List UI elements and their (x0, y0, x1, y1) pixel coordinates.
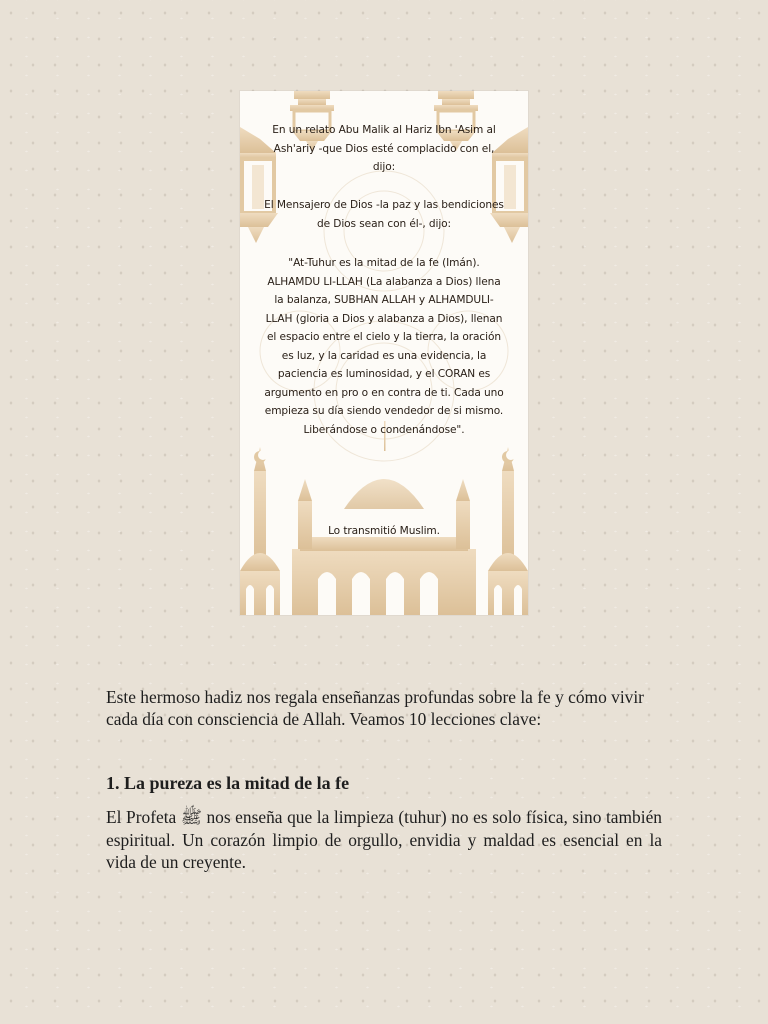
intro-paragraph: Este hermoso hadiz nos regala enseñanzas profundas sobre la fe y cómo vivir cada día con consciencia de Allah. Veamos 10 lecciones clave: (106, 687, 644, 729)
hadith-prophet-text: El Mensajero de Dios -la paz y las bendiciones de Dios sean con él-, dijo: (264, 199, 504, 230)
hadith-image-card (240, 91, 528, 615)
mosque-icon (240, 421, 528, 615)
section-heading: 1. La pureza es la mitad de la fe (106, 773, 350, 793)
hadith-quote-text: "At-Tuhur es la mitad de la fe (Imán). ALHAMDU LI-LLAH (La alabanza a Dios) llena la balanza, SUBHAN ALLAH y ALHAMDULI-LLAH (gloria a Dios y alabanza a Dios), llenan el espacio entre el cielo y la tierra, la oración es luz, y la caridad es una evidencia, la paciencia es luminosidad, y el CORAN es argumento en pro o en contra de ti. Cada uno empieza su día siendo vendedor de si mismo. Liberándose o condenándose". (264, 257, 504, 436)
hadith-source-text: Lo transmitió Muslim. (328, 525, 440, 537)
hadith-narrator-text: En un relato Abu Malik al Hariz Ibn 'Asim al Ash'ariy -que Dios esté complacido con el, dijo: (272, 124, 496, 173)
section-body: El Profeta ﷺ nos enseña que la limpieza (tuhur) no es solo física, sino también espiritual. Un corazón limpio de orgullo, envidia y maldad es esencial en la vida de un creyente. (106, 807, 662, 872)
